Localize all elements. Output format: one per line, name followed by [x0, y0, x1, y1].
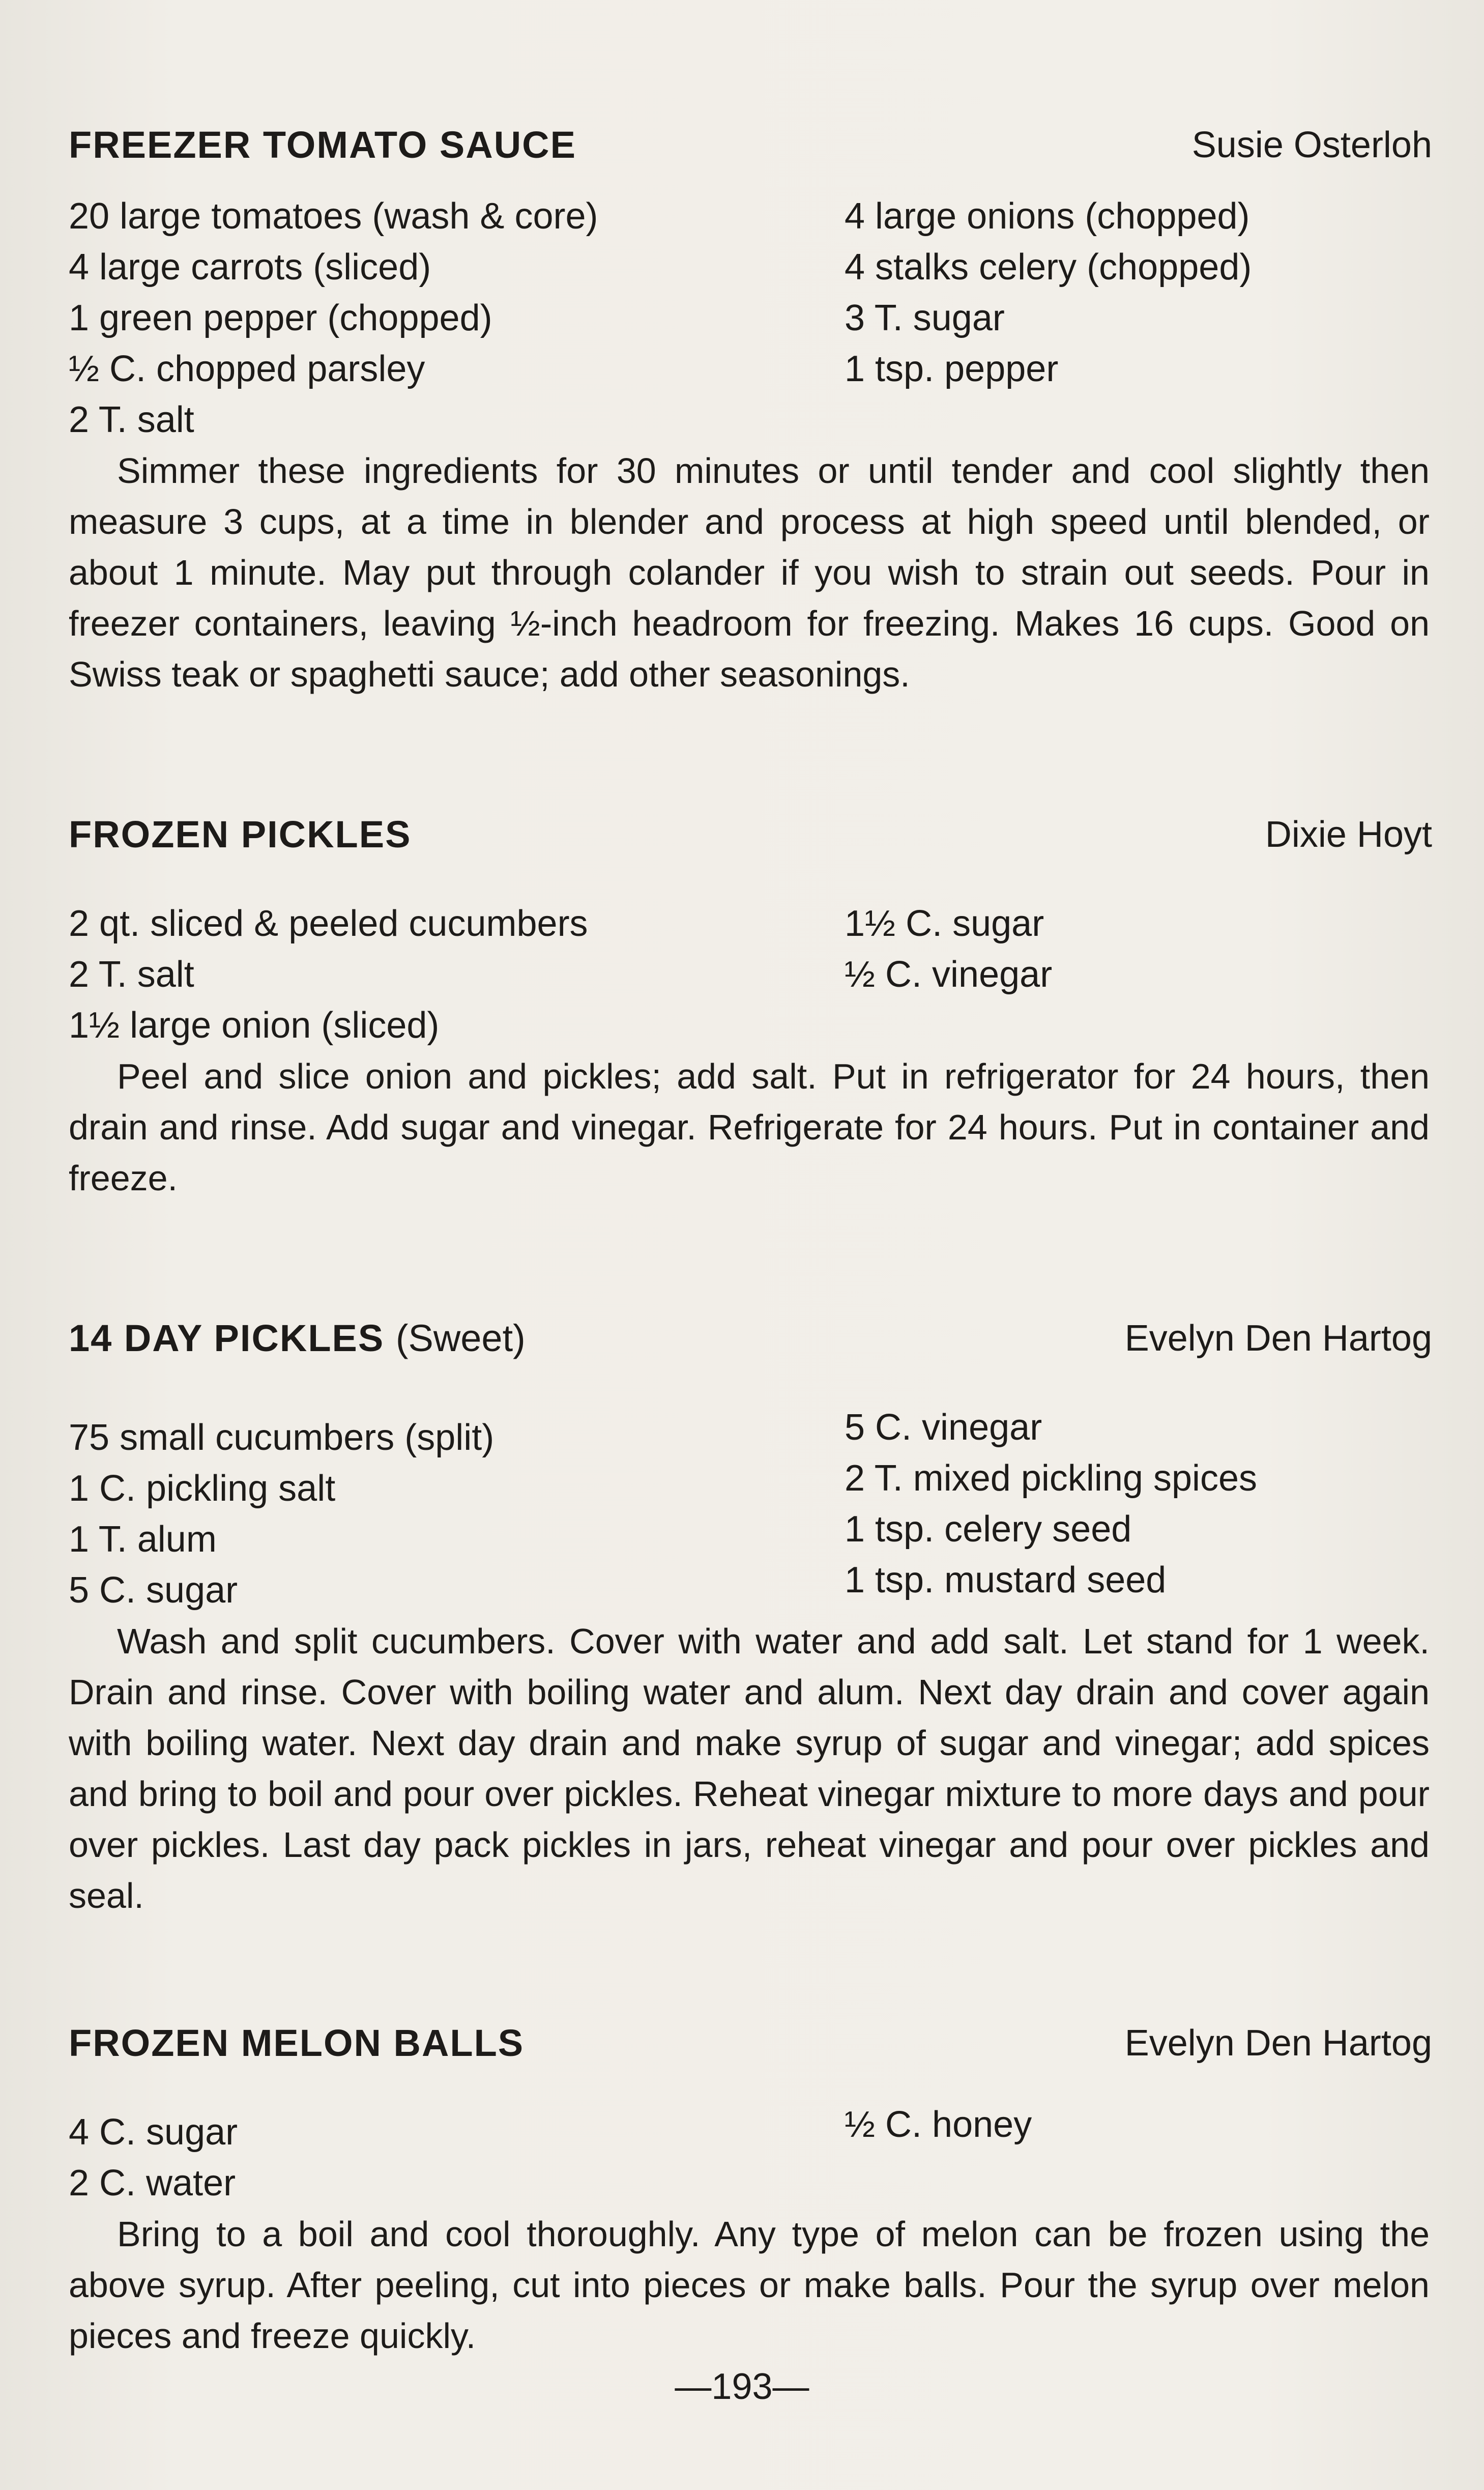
ingredient: 2 T. salt — [69, 399, 194, 440]
recipe-contributor: Evelyn Den Hartog — [1124, 1318, 1432, 1359]
ingredient: 2 C. water — [69, 2163, 236, 2203]
ingredient: 1½ large onion (sliced) — [69, 1005, 440, 1046]
recipe-directions: Wash and split cucumbers. Cover with water and add salt. Let stand for 1 week. Drain and rinse. Cover with boiling water and alum. Next day drain and cover again with boiling water. Next day drain and make syrup of sugar and vinegar; add spices and bring to boil and pour over pickles. Reheat vinegar mixture to more days and pour over pickles. Last day pack pickles in jars, reheat vinegar and pour over pickles and seal. — [69, 1621, 1430, 1915]
ingredient: 2 T. salt — [69, 954, 194, 995]
recipe-title-text: FREEZER TOMATO SAUCE — [69, 124, 576, 166]
ingredient: 1 T. alum — [69, 1519, 217, 1560]
recipe-title-text: FROZEN MELON BALLS — [69, 2022, 525, 2064]
ingredient: 1 tsp. mustard seed — [845, 1560, 1167, 1600]
ingredient: ½ C. honey — [845, 2104, 1032, 2145]
recipe-directions: Simmer these ingredients for 30 minutes or until tender and cool slightly then measure 3 cups, at a time in blender and process at high speed until blended, or about 1 minute. May put through colander if you wish to strain out seeds. Pour in freezer containers, leaving ½-inch headroom for freezing. Makes 16 cups. Good on Swiss teak or spaghetti sauce; add other seasonings. — [69, 451, 1430, 694]
recipe-title — [69, 807, 411, 863]
recipe-header — [69, 1310, 1432, 1366]
recipe-header — [69, 2015, 1432, 2071]
ingredient: 1 tsp. pepper — [845, 349, 1059, 389]
recipe-title — [69, 1310, 526, 1366]
recipe-freezer-tomato-sauce — [69, 117, 1432, 700]
ingredients — [69, 898, 1432, 1051]
ingredient: 20 large tomatoes (wash & core) — [69, 196, 598, 237]
recipe-title — [69, 117, 576, 173]
ingredient: 75 small cucumbers (split) — [69, 1417, 494, 1458]
ingredients-right-column — [845, 898, 1404, 1051]
ingredients — [69, 2104, 1432, 2209]
recipe-frozen-melon-balls — [69, 2015, 1432, 2361]
ingredient: 5 C. sugar — [69, 1570, 238, 1611]
ingredient: 4 large onions (chopped) — [845, 196, 1250, 237]
ingredient: 3 T. sugar — [845, 298, 1005, 338]
ingredients — [69, 191, 1432, 445]
recipe-14-day-pickles — [69, 1310, 1432, 1921]
ingredient: 1 tsp. celery seed — [845, 1509, 1132, 1550]
ingredient: 2 T. mixed pickling spices — [845, 1458, 1258, 1499]
recipe-title-qualifier: (Sweet) — [395, 1317, 526, 1359]
ingredient: 2 qt. sliced & peeled cucumbers — [69, 903, 588, 944]
recipe-title — [69, 2015, 524, 2071]
recipe-frozen-pickles — [69, 807, 1432, 1204]
ingredients — [69, 1407, 1432, 1616]
recipe-contributor: Susie Osterloh — [1191, 125, 1432, 165]
ingredient: 4 C. sugar — [69, 2112, 238, 2153]
ingredient: 4 large carrots (sliced) — [69, 247, 431, 288]
recipe-directions: Peel and slice onion and pickles; add salt. Put in refrigerator for 24 hours, then drain and rinse. Add sugar and vinegar. Refrigerate for 24 hours. Put in container and freeze. — [69, 1056, 1430, 1198]
recipe-title-text: 14 DAY PICKLES — [69, 1317, 385, 1359]
recipe-header — [69, 807, 1432, 863]
ingredients-left-column — [69, 191, 845, 445]
ingredient: 1 C. pickling salt — [69, 1468, 336, 1509]
ingredients-left-column — [69, 2107, 845, 2209]
recipe-header — [69, 117, 1432, 173]
ingredient: ½ C. chopped parsley — [69, 349, 425, 389]
ingredient: 1 green pepper (chopped) — [69, 298, 492, 338]
ingredient: 1½ C. sugar — [845, 903, 1044, 944]
ingredients-right-column — [845, 191, 1404, 445]
ingredients-right-column — [845, 2099, 1404, 2209]
ingredients-right-column — [845, 1402, 1404, 1616]
recipe-title-text: FROZEN PICKLES — [69, 813, 412, 855]
ingredient: 4 stalks celery (chopped) — [845, 247, 1252, 288]
recipe-directions: Bring to a boil and cool thoroughly. Any type of melon can be frozen using the above syrup. After peeling, cut into pieces or make balls. Pour the syrup over melon pieces and freeze quickly. — [69, 2214, 1430, 2356]
recipe-contributor: Dixie Hoyt — [1265, 814, 1432, 855]
page-number: —193— — [675, 2366, 809, 2407]
ingredient: 5 C. vinegar — [845, 1407, 1042, 1448]
ingredients-left-column — [69, 1412, 845, 1616]
ingredient: ½ C. vinegar — [845, 954, 1053, 995]
recipe-contributor: Evelyn Den Hartog — [1124, 2023, 1432, 2064]
ingredients-left-column — [69, 898, 845, 1051]
